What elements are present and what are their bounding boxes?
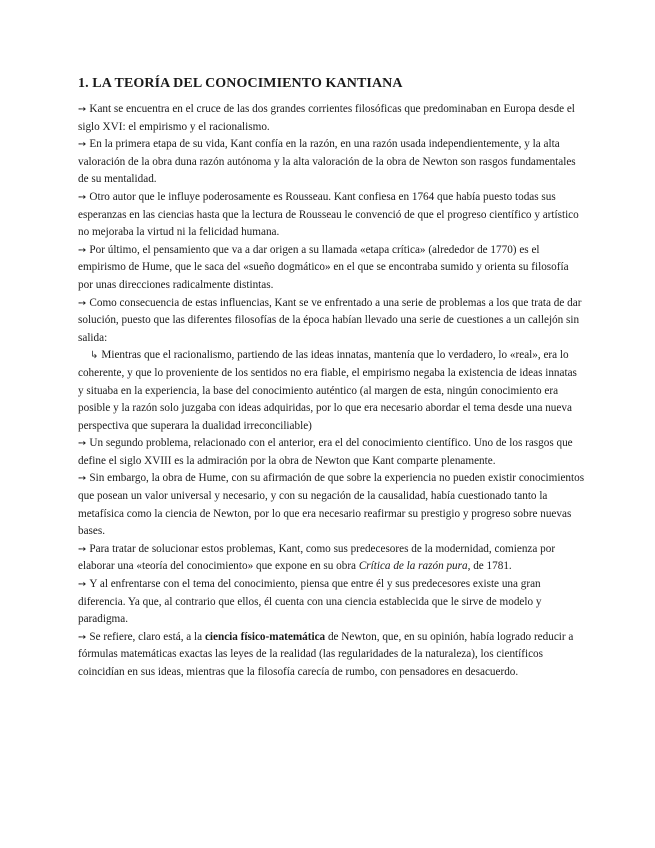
paragraph-primera-etapa: ➙ En la primera etapa de su vida, Kant confía en la razón, en una razón usada independientemente, y la alta valoración de la obra duna razón autónoma y la alta valoración de la obra de Newton son rasgos fundamentales de su mentalidad. — [78, 138, 576, 186]
paragraph-cruce: ➙ Kant se encuentra en el cruce de las dos grandes corrientes filosóficas que predominaban en Europa desde el siglo XVI: el empirismo y el racionalismo. — [78, 103, 575, 133]
paragraph-rousseau: ➙ Otro autor que le influye poderosamente es Rousseau. Kant confiesa en 1764 que había puesto todas sus esperanzas en las ciencias hasta que la lectura de Rousseau le convenció de que el progreso científico y artístico no mejoraba la virtud ni la felicidad humana. — [78, 190, 579, 239]
book-title: Crítica de la razón pura, — [358, 560, 471, 573]
arrow-icon: ➙ — [78, 579, 87, 591]
paragraph-ciencia: ➙ Se refiere, claro está, a la ciencia físico-matemática de Newton, que, en su opinión, había logrado reducir a fórmulas matemáticas exactas las leyes de la realidad (las regularidades de la naturaleza), los científicos coincidían en sus ideas, mientras que la filosofía carecía de rumbo, con pensadores en desacuerdo. — [78, 630, 574, 678]
arrow-icon: ➙ — [78, 473, 87, 485]
arrow-icon: ➙ — [78, 139, 87, 151]
arrow-icon: ➙ — [78, 191, 87, 203]
paragraph-enfrentarse: ➙ Y al enfrentarse con el tema del conocimiento, piensa que entre él y sus predecesores existe una gran diferencia. Ya que, al contrario que ellos, él cuenta con una ciencia establecida que le sirve de modelo y paradigma. — [78, 578, 542, 626]
paragraph-hume: ➙ Por último, el pensamiento que va a dar origen a su llamada «etapa crítica» (alrededor de 1770) es el empirismo de Hume, que le saca del «sueño dogmático» en el que se encontraba sumido y orienta su filosofía por unas direcciones radicalmente distintas. — [78, 243, 569, 291]
arrow-icon: ➙ — [78, 297, 87, 309]
arrow-icon: ➙ — [78, 631, 87, 643]
arrow-icon: ➙ — [78, 244, 87, 256]
arrow-icon: ➙ — [78, 104, 87, 115]
paragraph-segundo-problema: ➙ Un segundo problema, relacionado con el anterior, era el del conocimiento científico. Uno de los rasgos que define el siglo XVIII es la admiración por la obra de Newton que Kant comparte plenamente. — [78, 437, 573, 467]
sub-arrow-icon: ↳ — [90, 350, 99, 362]
paragraph-sin-embargo: ➙ Sin embargo, la obra de Hume, con su afirmación de que sobre la experiencia no pueden existir conocimientos que posean un valor universal y necesario, y con su negación de la causalidad, había cuestionado tanto la metafísica como la ciencia de Newton, por lo que era necesario reafirmar su prestigio y progreso sobre nuevas bases. — [78, 472, 585, 538]
arrow-icon: ➙ — [78, 543, 87, 555]
bold-term: ciencia físico-matemática — [204, 630, 326, 643]
arrow-icon: ➙ — [78, 438, 87, 450]
sub-paragraph-racionalismo: ↳ Mientras que el racionalismo, partiendo de las ideas innatas, mantenía que lo verdadero, lo «real», era lo coherente, y que lo proveniente de los sentidos no era fiable, el empirismo negaba la existencia de ideas innatas y situaba en la experiencia, la base del conocimiento auténtico (al margen de esta, ningún conocimiento era posible y la razón solo juzgaba con ideas adquiridas, por lo que era necesario abordar el tema desde una nueva perspectiva que superara la dualidad irreconciliable) — [78, 349, 577, 432]
page-title: 1. LA TEORÍA DEL CONOCIMIENTO KANTIANA — [78, 76, 403, 91]
paragraph-critica: ➙ Para tratar de solucionar estos problemas, Kant, como sus predecesores de la modernidad, comienza por elaborar una «teoría del conocimiento» que expone en su obra Crítica de la razón pura, de 1781. — [78, 542, 556, 573]
paragraph-consecuencia: ➙ Como consecuencia de estas influencias, Kant se ve enfrentado a una serie de problemas a los que trata de dar solución, puesto que las diferentes filosofías de la época habían llevado una serie de cuestiones a un callejón sin salida: — [78, 296, 582, 344]
